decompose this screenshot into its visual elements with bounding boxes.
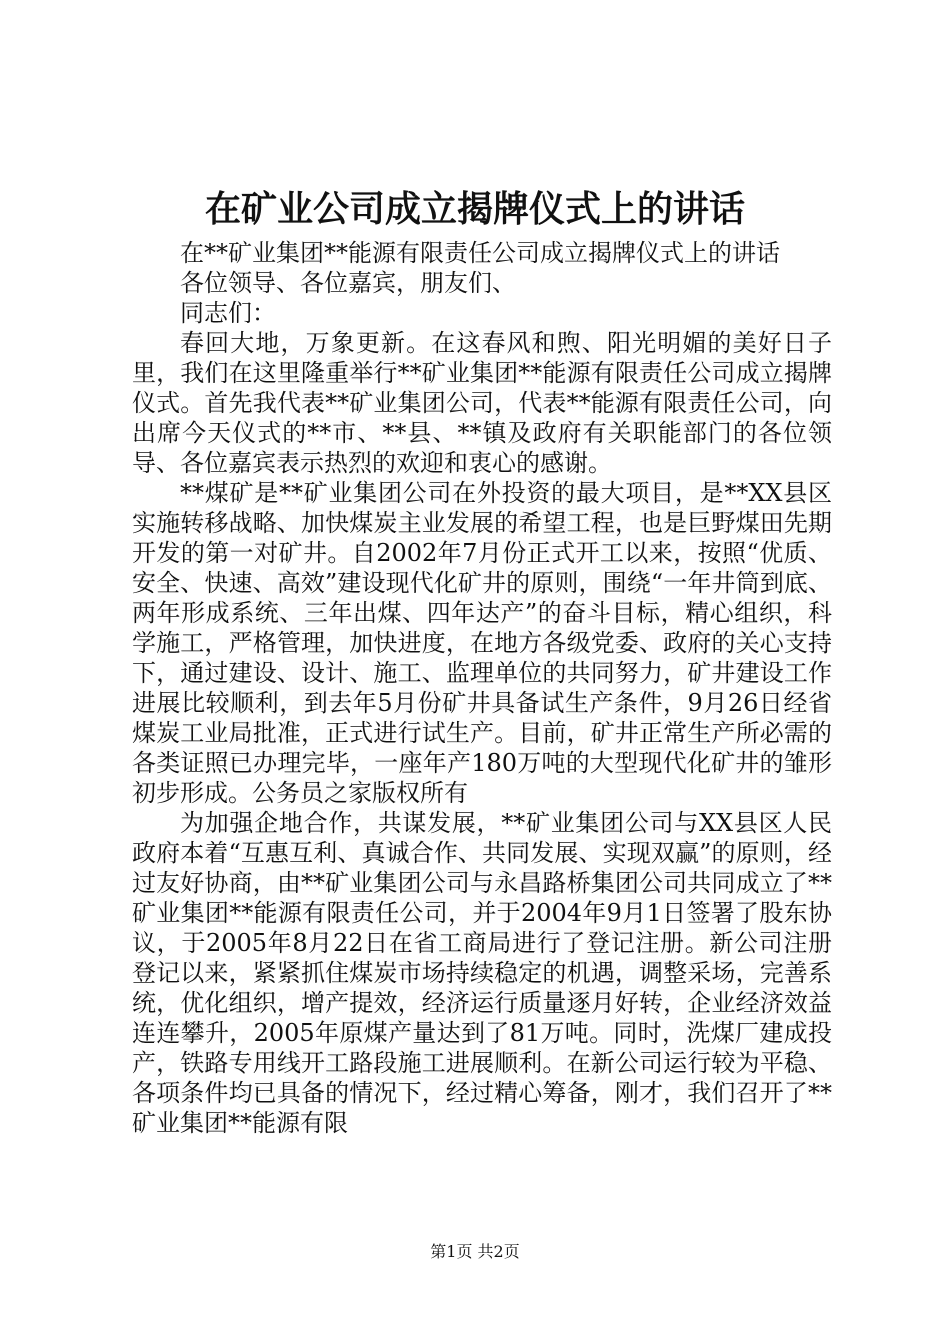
subtitle-paragraph: 在**矿业集团**能源有限责任公司成立揭牌仪式上的讲话	[180, 239, 780, 267]
page-title: 在矿业公司成立揭牌仪式上的讲话	[204, 188, 745, 230]
body-paragraph: 为加强企地合作，共谋发展，**矿业集团公司与XX县区人民政府本着“互惠互利、真诚合作、共同发展、实现双赢”的原则，经过友好协商，由**矿业集团公司与永昌路桥集团公司共同成立了**矿业集团**能源有限责任公司，并于2004年9月1日签署了股东协议，于2005年8月22日在省工商局进行了登记注册。新公司注册登记以来，紧紧抓住煤炭市场持续稳定的机遇，调整采场，完善系统，优化组织，增产提效，经济运行质量逐月好转，企业经济效益连连攀升，2005年原煤产量达到了81万吨。同时，洗煤厂建成投产，铁路专用线开工路段施工进展顺利。在新公司运行较为平稳、各项条件均已具备的情况下，经过精心筹备，刚才，我们召开了**矿业集团**能源有限	[132, 809, 832, 1137]
page-footer: 第1页 共2页	[430, 1242, 520, 1261]
body-paragraph: **煤矿是**矿业集团公司在外投资的最大项目，是**XX县区实施转移战略、加快煤炭主业发展的希望工程，也是巨野煤田先期开发的第一对矿井。自2002年7月份正式开工以来，按照“优质、安全、快速、高效”建设现代化矿井的原则，围绕“一年井筒到底、两年形成系统、三年出煤、四年达产”的奋斗目标，精心组织，科学施工，严格管理，加快进度，在地方各级党委、政府的关心支持下，通过建设、设计、施工、监理单位的共同努力，矿井建设工作进展比较顺利，到去年5月份矿井具备试生产条件，9月26日经省煤炭工业局批准，正式进行试生产。目前，矿井正常生产所必需的各类证照已办理完毕，一座年产180万吨的大型现代化矿井的雏形初步形成。公务员之家版权所有	[132, 479, 832, 807]
salutation-paragraph: 各位领导、各位嘉宾，朋友们、	[180, 269, 516, 297]
body-paragraph: 春回大地，万象更新。在这春风和煦、阳光明媚的美好日子里，我们在这里隆重举行**矿业集团**能源有限责任公司成立揭牌仪式。首先我代表**矿业集团公司，代表**能源有限责任公司，向出席今天仪式的**市、**县、**镇及政府有关职能部门的各位领导、各位嘉宾表示热烈的欢迎和衷心的感谢。	[132, 329, 832, 477]
salutation-paragraph: 同志们：	[180, 299, 276, 327]
document-body	[132, 238, 832, 1138]
